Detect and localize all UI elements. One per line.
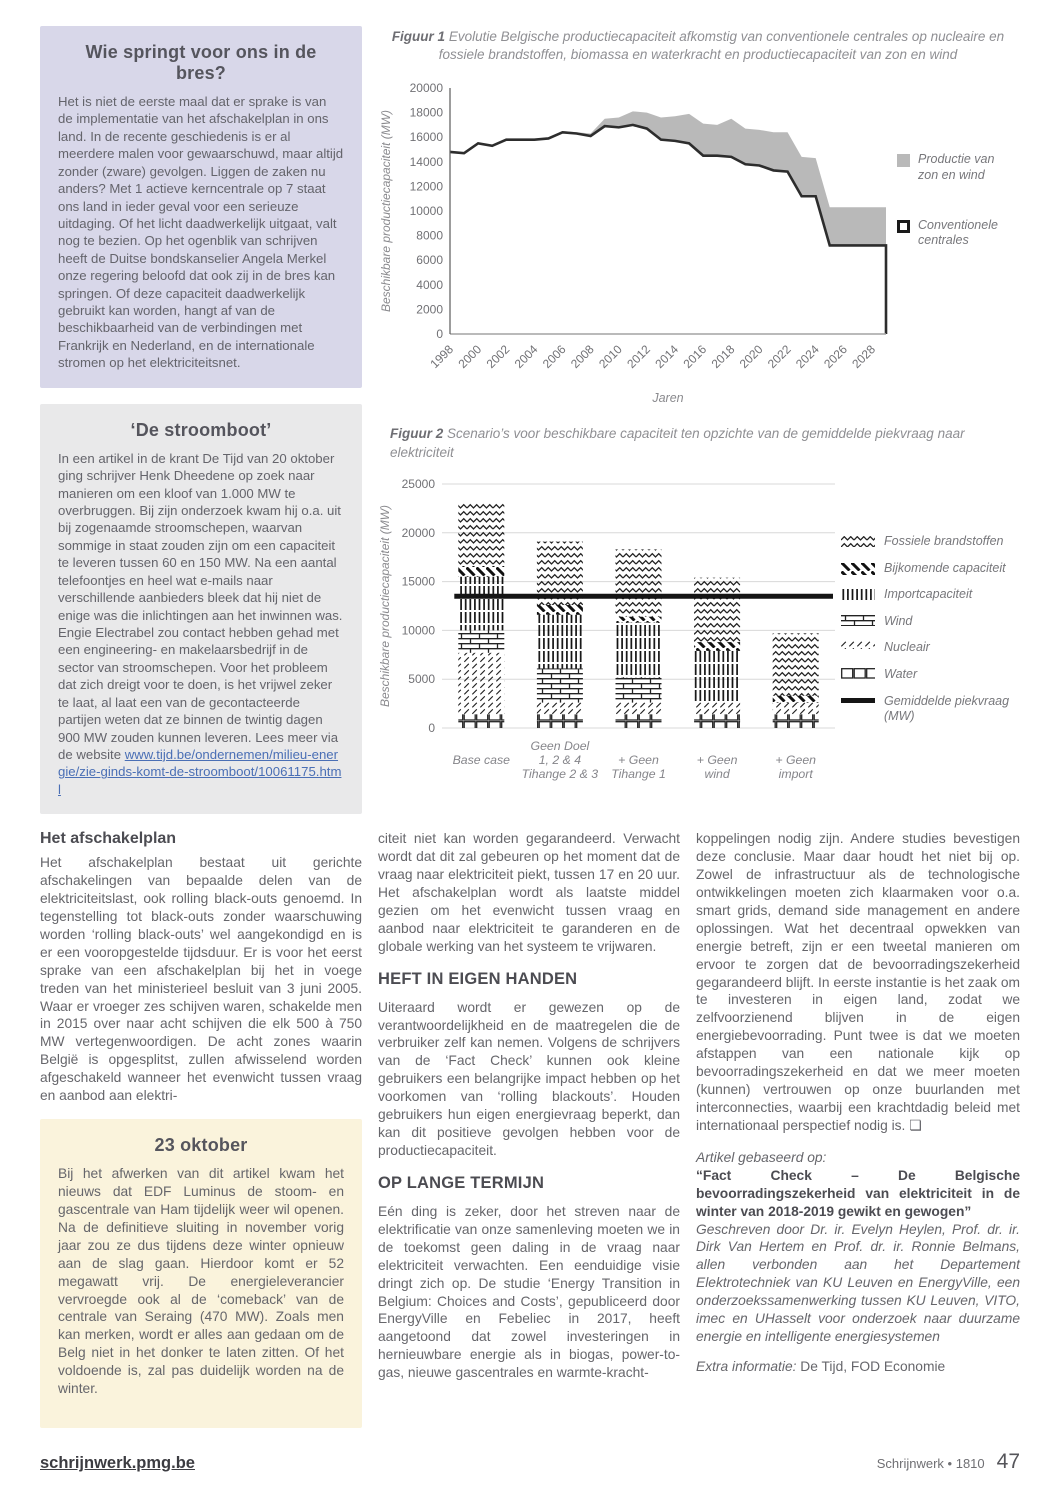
legend-label: Importcapaciteit: [884, 587, 973, 602]
svg-text:10000: 10000: [401, 623, 435, 638]
refs-extra: [696, 1358, 1020, 1376]
infobox-23-oktober-title: 23 oktober: [154, 1135, 248, 1156]
figure2-caption: [390, 425, 1020, 461]
svg-text:10000: 10000: [409, 204, 443, 219]
nuclear-pattern-swatch-icon: [841, 641, 877, 650]
figure2-label: Figuur 2: [390, 426, 444, 442]
svg-text:2016: 2016: [680, 342, 710, 372]
svg-text:15000: 15000: [401, 574, 435, 589]
left-rail: [40, 26, 362, 814]
infobox-bres-body: Het is niet de eerste maal dat er sprake is van de implementatie van het afschakelplan in ons land. In de recente geschiedenis is er al meerdere malen voor gewaarschuwd, maar altijd zonder (zware) gevolgen. Liggen de zaken nu anders? Met 1 actieve kerncentrale op 7 staat ons land in ieder geval voor een serieuze uitdaging. Of het licht daadwerkelijk uitgaat, valt nog te bezien. Op het ogenblik van schrijven heeft de Duitse bondskanselier Angela Merkel onze regering beloofd dat ook zij in de bres kan springen. Of deze capaciteit daadwerkelijk gebruikt kan worden, hangt af van de beschikbaarheid van de verbindingen met Frankrijk en Nederland, en de internationale stromen op het elektriciteitsnet.: [58, 94, 344, 371]
svg-text:12000: 12000: [409, 179, 443, 194]
infobox-23-oktober-body: Bij het afwerken van dit artikel kwam het nieuws dat EDF Luminus de stoom- en gascentrale van Ham tijdelijk weer wil openen. Na de definitieve sluiting in november vorig jaar zou ze dus tijdens deze winter opnieuw aan de slag gaan. Hierdoor komt er 52 megawatt vrij. De energieleverancier vervroegde ook al de ‘comeback’ van de centrale van Seraing (470 MW). Zoals men kan merken, wordt er alles aan gedaan om de Belg niet in het donker te laten zitten. Of het voldoende is, zal pas duidelijk worden na de winter.: [58, 1166, 344, 1397]
refs-extra-value: De Tijd, FOD Economie: [800, 1359, 946, 1374]
wind-pattern-swatch-icon: [841, 615, 877, 627]
legend-item-import: [841, 587, 1013, 603]
svg-text:2006: 2006: [539, 342, 569, 372]
legend-item-wind: [841, 614, 1013, 630]
paragraph: citeit niet kan worden gegarandeerd. Verwacht wordt dat dit zal gebeuren op het moment dat de vraag naar elektriciteit piekt, tussen 17 en 20 uur. Het afschakelplan wordt als laatste middel gezien om het evenwicht tussen vraag en aanbod naar elektriciteit te garanderen en de globale werking van het systeem te vrijwaren.: [378, 831, 680, 954]
additional-capacity-swatch-icon: [841, 562, 877, 576]
figure2-chart: [376, 468, 841, 803]
svg-text:2012: 2012: [624, 342, 654, 372]
svg-text:Base case: Base case: [452, 752, 511, 767]
paragraph: koppelingen nodig zijn. Andere studies bevestigen deze conclusie. Maar daar houdt het niet bij op. Zowel de infrastructuur als de technologische ontwikkelingen moeten zich klaarmaken voor o.a. smart grids, demand side management en andere oplossingen. Wat het decentraal opwekken van energie betreft, zijn er een tweetal manieren om ervoor te zorgen dat de bevoorradingszekerheid gegarandeerd blijft. In eerste instantie is het zaak om te investeren in eigen land, zodat we zelfvoorzienend blijven in de eigen energiebevoorrading. Punt twee is dat we moeten afstappen van een nationale kijk op bevoorradingszekerheid en dat we meer moeten (kunnen) vertrouwen op onze buurlanden met interconnecties, waarbij een krachtdadig beleid met internationaal perspectief nodig is. ❏: [696, 831, 1020, 1133]
stroomboot-article-link[interactable]: www.tijd.be/ondernemen/milieu-energie/zie-ginds-komt-de-stroomboot/10061175.html: [58, 746, 342, 797]
conventional-swatch-icon: [896, 219, 911, 234]
figure1-caption-text: Evolutie Belgische productiecapaciteit afkomstig van conventionele centrales op nucleaire en fossiele brandstoffen, biomassa en waterkracht en productiecapaciteit van zon en wind: [438, 29, 1005, 63]
svg-text:8000: 8000: [416, 229, 443, 244]
heading-heft-in-eigen-handen: HEFT IN EIGEN HANDEN: [378, 969, 578, 988]
svg-text:5000: 5000: [408, 672, 435, 687]
legend-label: Water: [884, 667, 918, 681]
svg-text:2010: 2010: [596, 342, 625, 372]
svg-text:2024: 2024: [793, 342, 822, 372]
svg-text:2004: 2004: [511, 342, 541, 372]
legend-label: Bijkomende capaciteit: [884, 560, 1006, 575]
refs-title: “Fact Check – De Belgische bevoorradingszekerheid van elektriciteit in de winter van 2018-2019 gewikt en gewogen”: [696, 1167, 1020, 1219]
heading-afschakelplan: Het afschakelplan: [40, 830, 177, 848]
svg-text:+ Geen: + Geen: [618, 752, 659, 767]
legend-label: Fossiele brandstoffen: [884, 533, 1004, 548]
svg-text:2020: 2020: [736, 342, 766, 372]
legend-label: Gemiddelde piekvraag (MW): [884, 693, 1010, 724]
infobox-stroomboot-title: ‘De stroomboot’: [130, 419, 272, 440]
figure2-legend: [841, 468, 1013, 725]
svg-text:2002: 2002: [483, 342, 513, 372]
import-pattern-swatch-icon: [841, 588, 877, 602]
svg-text:6000: 6000: [416, 253, 443, 268]
legend-item-water: [841, 667, 1013, 683]
refs-intro: Artikel gebaseerd op:: [696, 1149, 827, 1165]
paragraph: Het afschakelplan bestaat uit gerichte afschakelingen van bepaalde delen van de elektriciteitslast, ook rolling black-outs genoemd. In tegenstelling tot black-outs zonder waarschuwing worden ‘rolling black-outs’ wel aangekondigd en is er een vooropgestelde tijdsduur. Er is voor het eerst sprake van een afschakelplan bij het in voege treden van het ministerieel besluit van 3 juni 2005. Waar er vroeger zes schijven waren, schakelde men in 2015 over naar acht schijven die elk 500 à 750 MW vertegenwoordigen. De acht zones waarin België is opgesplitst, zullen afwisselend worden afgeschakeld wanneer het evenwicht tussen vraag en aanbod aan elektri-: [40, 855, 362, 1104]
fossil-pattern-swatch-icon: [841, 535, 877, 548]
svg-text:+ Geen: + Geen: [775, 752, 817, 767]
footer-page-number: 47: [996, 1450, 1020, 1473]
svg-text:14000: 14000: [409, 155, 443, 170]
svg-text:0: 0: [428, 720, 435, 735]
refs-authors: Geschreven door Dr. ir. Evelyn Heylen, Prof. dr. ir. Dirk Van Hertem en Prof. dr. ir. Ronnie Belmans, allen verbonden aan het Departement Elektrotechniek van KU Leuven en EnergyVille, een onderzoekssamenwerking tussen KU Leuven, VITO, imec en UHasselt voor onderzoek naar duurzame energie en intelligente energiesystemen: [696, 1221, 1020, 1345]
svg-text:1998: 1998: [427, 342, 457, 372]
infobox-stroomboot: [40, 404, 362, 814]
legend-item-fossiel: [841, 534, 1013, 550]
svg-text:+ Geen: + Geen: [696, 752, 738, 767]
legend-label: Conventionele centrales: [918, 217, 998, 248]
svg-text:import: import: [778, 766, 813, 781]
svg-text:18000: 18000: [409, 106, 443, 121]
svg-text:20000: 20000: [409, 81, 443, 96]
svg-text:Beschikbare productiecapacitei: Beschikbare productiecapaciteit (MW): [379, 110, 393, 313]
svg-text:2028: 2028: [849, 342, 879, 372]
figure1-label: Figuur 1: [391, 29, 446, 44]
infobox-stroomboot-body: [58, 450, 344, 798]
svg-text:wind: wind: [704, 766, 730, 781]
refs-extra-label: Extra informatie:: [696, 1359, 797, 1374]
infobox-stroomboot-text: In een artikel in de krant De Tijd van 20 oktober ging schrijver Henk Dheedene op zoek naar manieren om een kloof van 1.000 MW te overbruggen. Bij zijn onderzoek kwam hij o.a. uit bij zogenaamde stroomschepen, waarvan sommige in staat zouden zijn om een capaciteit te leveren tussen 60 en 150 MW. Na een aantal telefoontjes en heel wat e-mails naar verschillende aanbieders bleek dat hij niet de enige was die inlichtingen aan het inwinnen was. Engie Electrabel zou contact hebben gehad met een engineering- en makelaarsbedrijf in de sector van stroomschepen. Voor het probleem dat zich dreigt voor te doen, is het vrijwel zeker te laat, al laat een van de gecontacteerde partijen weten dat ze binnen de twintig dagen 900 MW zouden kunnen leveren. Lees meer via de website: [58, 450, 343, 762]
article-references: [696, 1149, 1020, 1376]
svg-text:4000: 4000: [416, 278, 443, 293]
legend-item-bijkomend: [841, 561, 1013, 577]
svg-text:Geen Doel: Geen Doel: [530, 738, 590, 753]
legend-label: Wind: [884, 613, 913, 628]
legend-label: Productie van zon en wind: [918, 152, 995, 183]
svg-text:0: 0: [436, 327, 443, 342]
svg-text:2000: 2000: [455, 342, 485, 372]
heading-op-lange-termijn: OP LANGE TERMIJN: [378, 1173, 545, 1192]
infobox-bres-title: Wie springt voor ons in de bres?: [85, 42, 317, 83]
legend-item-piekvraag: [841, 694, 1013, 725]
legend-item-conventioneel: [896, 218, 1014, 249]
svg-text:Tihange 2 & 3: Tihange 2 & 3: [521, 766, 599, 781]
figure1-legend: [896, 74, 1014, 249]
svg-text:1, 2 & 4: 1, 2 & 4: [538, 752, 582, 767]
figure2-caption-text: Scenario’s voor beschikbare capaciteit ten opzichte van de gemiddelde piekvraag naar elektriciteit: [390, 426, 965, 460]
peak-demand-line-swatch-icon: [841, 695, 877, 705]
page-footer: [40, 1450, 1020, 1474]
figures-column: [376, 26, 1020, 814]
svg-text:Jaren: Jaren: [652, 391, 684, 406]
article-column-2: [378, 830, 680, 1428]
article-column-3: [696, 830, 1020, 1428]
svg-text:2026: 2026: [821, 342, 850, 372]
infobox-bres: [40, 26, 362, 388]
svg-text:2018: 2018: [708, 342, 738, 372]
water-pattern-swatch-icon: [841, 668, 877, 680]
legend-item-nucleair: [841, 640, 1013, 656]
figure1-caption: [380, 28, 1016, 64]
article-column-1: [40, 830, 362, 1428]
svg-text:2000: 2000: [416, 302, 443, 317]
footer-site-link[interactable]: schrijnwerk.pmg.be: [40, 1454, 195, 1472]
article-body: [40, 830, 1020, 1428]
paragraph: Eén ding is zeker, door het streven naar de elektrificatie van onze samenleving moeten we in de toekomst geen daling in de vraag naar elektriciteit verwachten. Een eenduidige visie dringt zich op. De studie ‘Energy Transition in Belgium: Choices and Costs’, gepubliceerd door EnergyVille en Febeliec in 2017, heeft aangetoond dat zowel investeringen in hernieuwbare energie als in biogas, power-to-gas, nieuwe gascentrales en warmte-kracht-: [378, 1203, 680, 1381]
svg-text:25000: 25000: [401, 476, 435, 491]
svg-text:16000: 16000: [409, 130, 443, 145]
infobox-23-oktober: [40, 1119, 362, 1428]
solar-wind-swatch-icon: [896, 153, 911, 168]
footer-brand: Schrijnwerk • 1810: [876, 1456, 985, 1471]
paragraph: Uiteraard wordt er gewezen op de verantwoordelijkheid en de maatregelen die de verbruiker zelf kan nemen. Volgens de schrijvers van de ‘Fact Check’ kunnen ook kleine gebruikers een belangrijke impact hebben op het voorkomen van ‘rolling blackouts’. Houden gebruikers hun eigen energievraag beperkt, dan kan dit positieve gevolgen hebben voor de productiecapaciteit.: [378, 999, 680, 1159]
svg-text:2022: 2022: [764, 342, 794, 372]
svg-text:Tihange 1: Tihange 1: [611, 766, 666, 781]
figure1-chart: [376, 74, 896, 411]
legend-item-zon-en-wind: [896, 152, 1014, 183]
svg-text:2014: 2014: [652, 342, 682, 372]
svg-text:2008: 2008: [567, 342, 597, 372]
legend-label: Nucleair: [884, 640, 930, 655]
svg-text:20000: 20000: [401, 525, 435, 540]
svg-text:Beschikbare productiecapacitei: Beschikbare productiecapaciteit (MW): [378, 504, 392, 707]
